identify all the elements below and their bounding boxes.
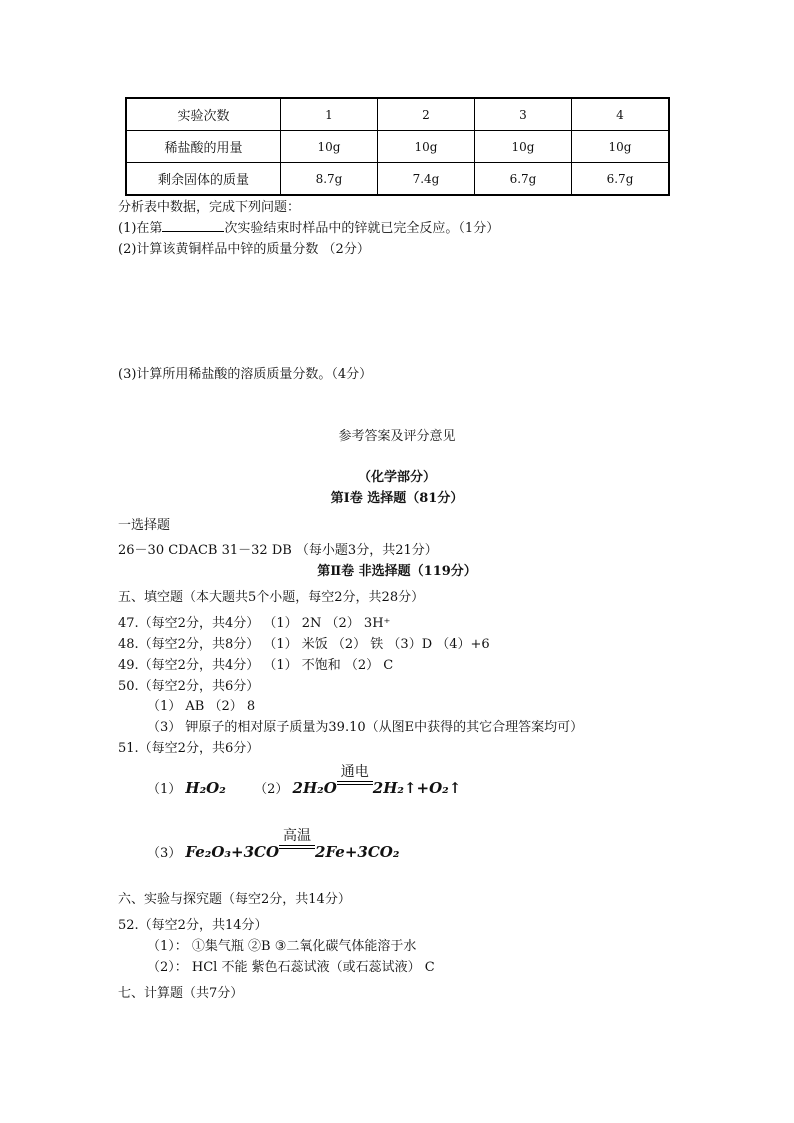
table-cell: 7.4g [377, 163, 474, 196]
table-row [126, 98, 669, 131]
row-header-cell: 稀盐酸的用量 [126, 131, 280, 163]
answer-51-formulas: （1） H₂O₂ （2） 2H₂O 通电 2H₂↑+O₂↑ [147, 764, 462, 797]
question-intro: 分析表中数据，完成下列问题： [118, 200, 301, 215]
answer-48: 48.（每空2分，共8分） （1） 米饭 （2） 铁 （3）D （4）+6 [118, 637, 490, 652]
volume-2-heading: 第Ⅱ卷 非选择题（119分） [317, 564, 477, 579]
table-cell: 10g [474, 131, 571, 163]
answer-52-1: （1）： ①集气瓶 ②B ③二氧化碳气体能溶于水 [147, 939, 417, 954]
answer-51: 51.（每空2分，共6分） [118, 741, 260, 756]
table-cell: 1 [280, 98, 377, 131]
table-cell: 10g [571, 131, 669, 163]
answer-49: 49.（每空2分，共4分） （1） 不饱和 （2） C [118, 658, 394, 673]
formula-h2o2: H₂O₂ [185, 779, 226, 797]
row-header-cell: 剩余固体的质量 [126, 163, 280, 196]
row-header-cell: 实验次数 [126, 98, 280, 131]
answer-52-2: （2）： HCl 不能 紫色石蕊试液（或石蕊试液） C [147, 960, 435, 975]
chem-part-heading: （化学部分） [357, 470, 436, 485]
question-1: (1)在第 次实验结束时样品中的锌就已完全反应。（1分） [118, 221, 500, 236]
answers-heading: 参考答案及评分意见 [338, 429, 456, 444]
data-table [125, 97, 670, 196]
condition-high-temp: 高温 [279, 844, 315, 861]
answer-50: 50.（每空2分，共6分） [118, 679, 260, 694]
choice-title: 一选择题 [118, 518, 171, 533]
table-cell: 4 [571, 98, 669, 131]
question-2: (2)计算该黄铜样品中锌的质量分数 （2分） [118, 242, 370, 257]
table-cell: 2 [377, 98, 474, 131]
volume-1-heading: 第Ⅰ卷 选择题（81分） [330, 491, 464, 506]
choice-answers: 26－30 CDACB 31－32 DB （每小题3分，共21分） [118, 543, 438, 558]
answer-50-1: （1） AB （2） 8 [147, 699, 256, 714]
answer-51-3: （3） Fe₂O₃+3CO 高温 2Fe+3CO₂ [147, 828, 400, 861]
section-7-title: 七、计算题（共7分） [118, 986, 244, 1001]
table-cell: 6.7g [571, 163, 669, 196]
table-row [126, 163, 669, 196]
section-6-title: 六、实验与探究题（每空2分，共14分） [118, 892, 351, 907]
table-cell: 3 [474, 98, 571, 131]
table-cell: 10g [280, 131, 377, 163]
question-3: (3)计算所用稀盐酸的溶质质量分数。（4分） [118, 367, 373, 382]
table-cell: 10g [377, 131, 474, 163]
answer-blank [162, 219, 224, 232]
answer-50-3: （3） 钾原子的相对原子质量为39.10（从图E中获得的其它合理答案均可） [147, 720, 584, 735]
table-cell: 8.7g [280, 163, 377, 196]
table-row [126, 131, 669, 163]
table-cell: 6.7g [474, 163, 571, 196]
answer-52: 52.（每空2分，共14分） [118, 918, 268, 933]
section-5-title: 五、填空题（本大题共5个小题，每空2分，共28分） [118, 590, 425, 605]
condition-electrolysis: 通电 [337, 780, 373, 797]
answer-47: 47.（每空2分，共4分） （1） 2N （2） 3H⁺ [118, 616, 391, 631]
